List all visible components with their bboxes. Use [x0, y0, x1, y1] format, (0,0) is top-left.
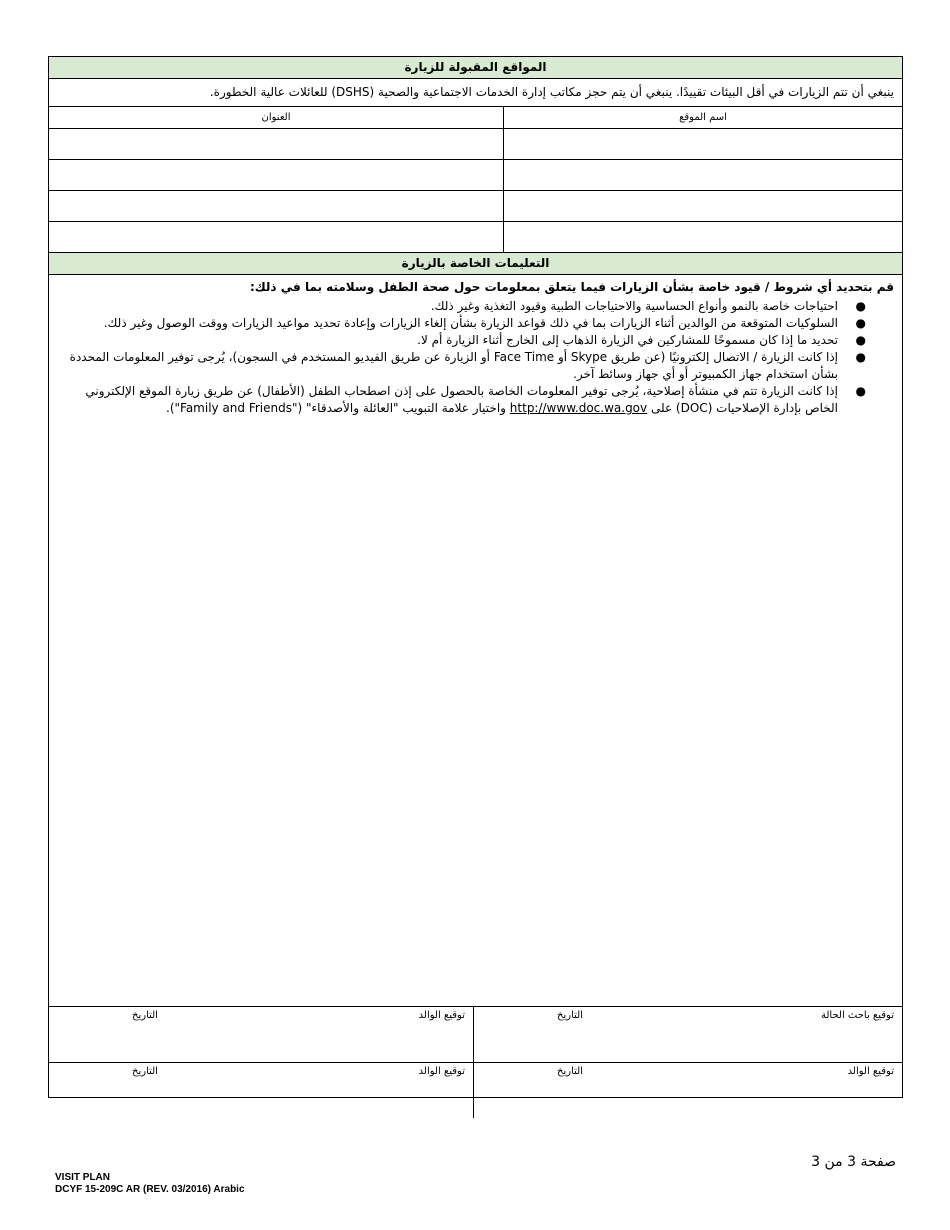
address-field[interactable]: [49, 191, 503, 221]
list-item: ● احتياجات خاصة بالنمو وأنواع الحساسية والاحتياجات الطبية وقيود التغذية وغير ذلك.: [430, 299, 866, 313]
form-title: VISIT PLAN: [55, 1172, 111, 1183]
site-name-field[interactable]: [503, 191, 902, 221]
table-row: [49, 191, 902, 222]
bullet-icon: ●: [855, 299, 866, 313]
parent-signature-cell[interactable]: [474, 1063, 902, 1118]
caseworker-signature-label: توقيع باحث الحالة: [821, 1010, 894, 1021]
visit-plan-form: [48, 56, 903, 1098]
visit-instructions-header: التعليمات الخاصة بالزيارة: [49, 253, 902, 275]
instructions-lead: قم بتحديد أي شروط / قيود خاصة بشأن الزيارات فيما يتعلق بمعلومات حول صحة الطفل وسلامته بما في ذلك:: [249, 280, 894, 294]
bullet-icon: ●: [855, 316, 866, 330]
address-field[interactable]: [49, 160, 503, 190]
address-field[interactable]: [49, 129, 503, 159]
address-field[interactable]: [49, 222, 503, 252]
site-name-column-header: اسم الموقع: [503, 107, 902, 128]
table-row: [49, 129, 902, 160]
form-footer: [55, 1172, 245, 1196]
form-id: DCYF 15-209C AR (REV. 03/2016) Arabic: [55, 1184, 245, 1195]
instructions-text-area[interactable]: [49, 275, 902, 1006]
bullet-icon: ●: [855, 350, 866, 364]
bullet-icon: ●: [855, 333, 866, 347]
parent-signature-cell[interactable]: [49, 1007, 474, 1062]
date-label: التاريخ: [132, 1066, 158, 1077]
parent-signature-cell[interactable]: [49, 1063, 474, 1118]
parent-signature-label: توقيع الوالد: [847, 1066, 894, 1077]
address-column-header: العنوان: [261, 112, 291, 123]
table-row: [49, 222, 902, 253]
signature-row-1: [49, 1006, 902, 1062]
date-label: التاريخ: [557, 1066, 583, 1077]
table-row: [49, 160, 902, 191]
sites-intro-text: ينبغي أن تتم الزيارات في أقل البيئات تقييدًا. ينبغي أن يتم حجز مكاتب إدارة الخدمات الاجتماعية والصحية (DSHS) للعائلات عالية الخطورة.: [49, 79, 902, 107]
site-name-field[interactable]: [503, 160, 902, 190]
site-name-field[interactable]: [503, 222, 902, 252]
list-item: ● السلوكيات المتوقعة من الوالدين أثناء الزيارات بما في ذلك قواعد الزيارة بشأن إلغاء الزيارات وإعادة تحديد مواعيد الزيارات ووقت الوصول وغير ذلك.: [103, 316, 866, 330]
instructions-list: [57, 298, 894, 417]
date-label: التاريخ: [557, 1010, 583, 1021]
parent-signature-label: توقيع الوالد: [418, 1066, 465, 1077]
page-number: صفحة 3 من 3: [811, 1154, 896, 1170]
bullet-icon: ●: [855, 384, 866, 398]
list-item: ● إذا كانت الزيارة / الاتصال إلكترونيًا (عن طريق Skype أو Face Time أو الزيارة عن طريق الفيديو المستخدم في السجون)، يُرجى توفير المعلومات المحددة بشأن استخدام جهاز الكمبيوتر أو أي جهاز وسائط آخر.: [69, 350, 866, 381]
list-item: ● إذا كانت الزيارة تتم في منشأة إصلاحية، يُرجى توفير المعلومات الخاصة بالحصول على إذن اصطحاب الطفل (الأطفال) عن طريق زيارة الموقع الإلكتروني الخاص بإدارة الإصلاحيات (DOC) على http://www.doc.wa.gov واختيار علامة التبويب "العائلة والأصدقاء" ("Family and Friends").: [85, 384, 866, 415]
sites-table-header: [49, 107, 902, 129]
site-name-field[interactable]: [503, 129, 902, 159]
signature-row-2: [49, 1062, 902, 1118]
caseworker-signature-cell[interactable]: [474, 1007, 902, 1062]
accepted-sites-header: المواقع المقبولة للزيارة: [49, 57, 902, 79]
parent-signature-label: توقيع الوالد: [418, 1010, 465, 1021]
date-label: التاريخ: [132, 1010, 158, 1021]
list-item: ● تحديد ما إذا كان مسموحًا للمشاركين في الزيارة الذهاب إلى الخارج أثناء الزيارة أم لا.: [417, 333, 866, 347]
doc-website-link[interactable]: http://www.doc.wa.gov: [509, 401, 648, 415]
